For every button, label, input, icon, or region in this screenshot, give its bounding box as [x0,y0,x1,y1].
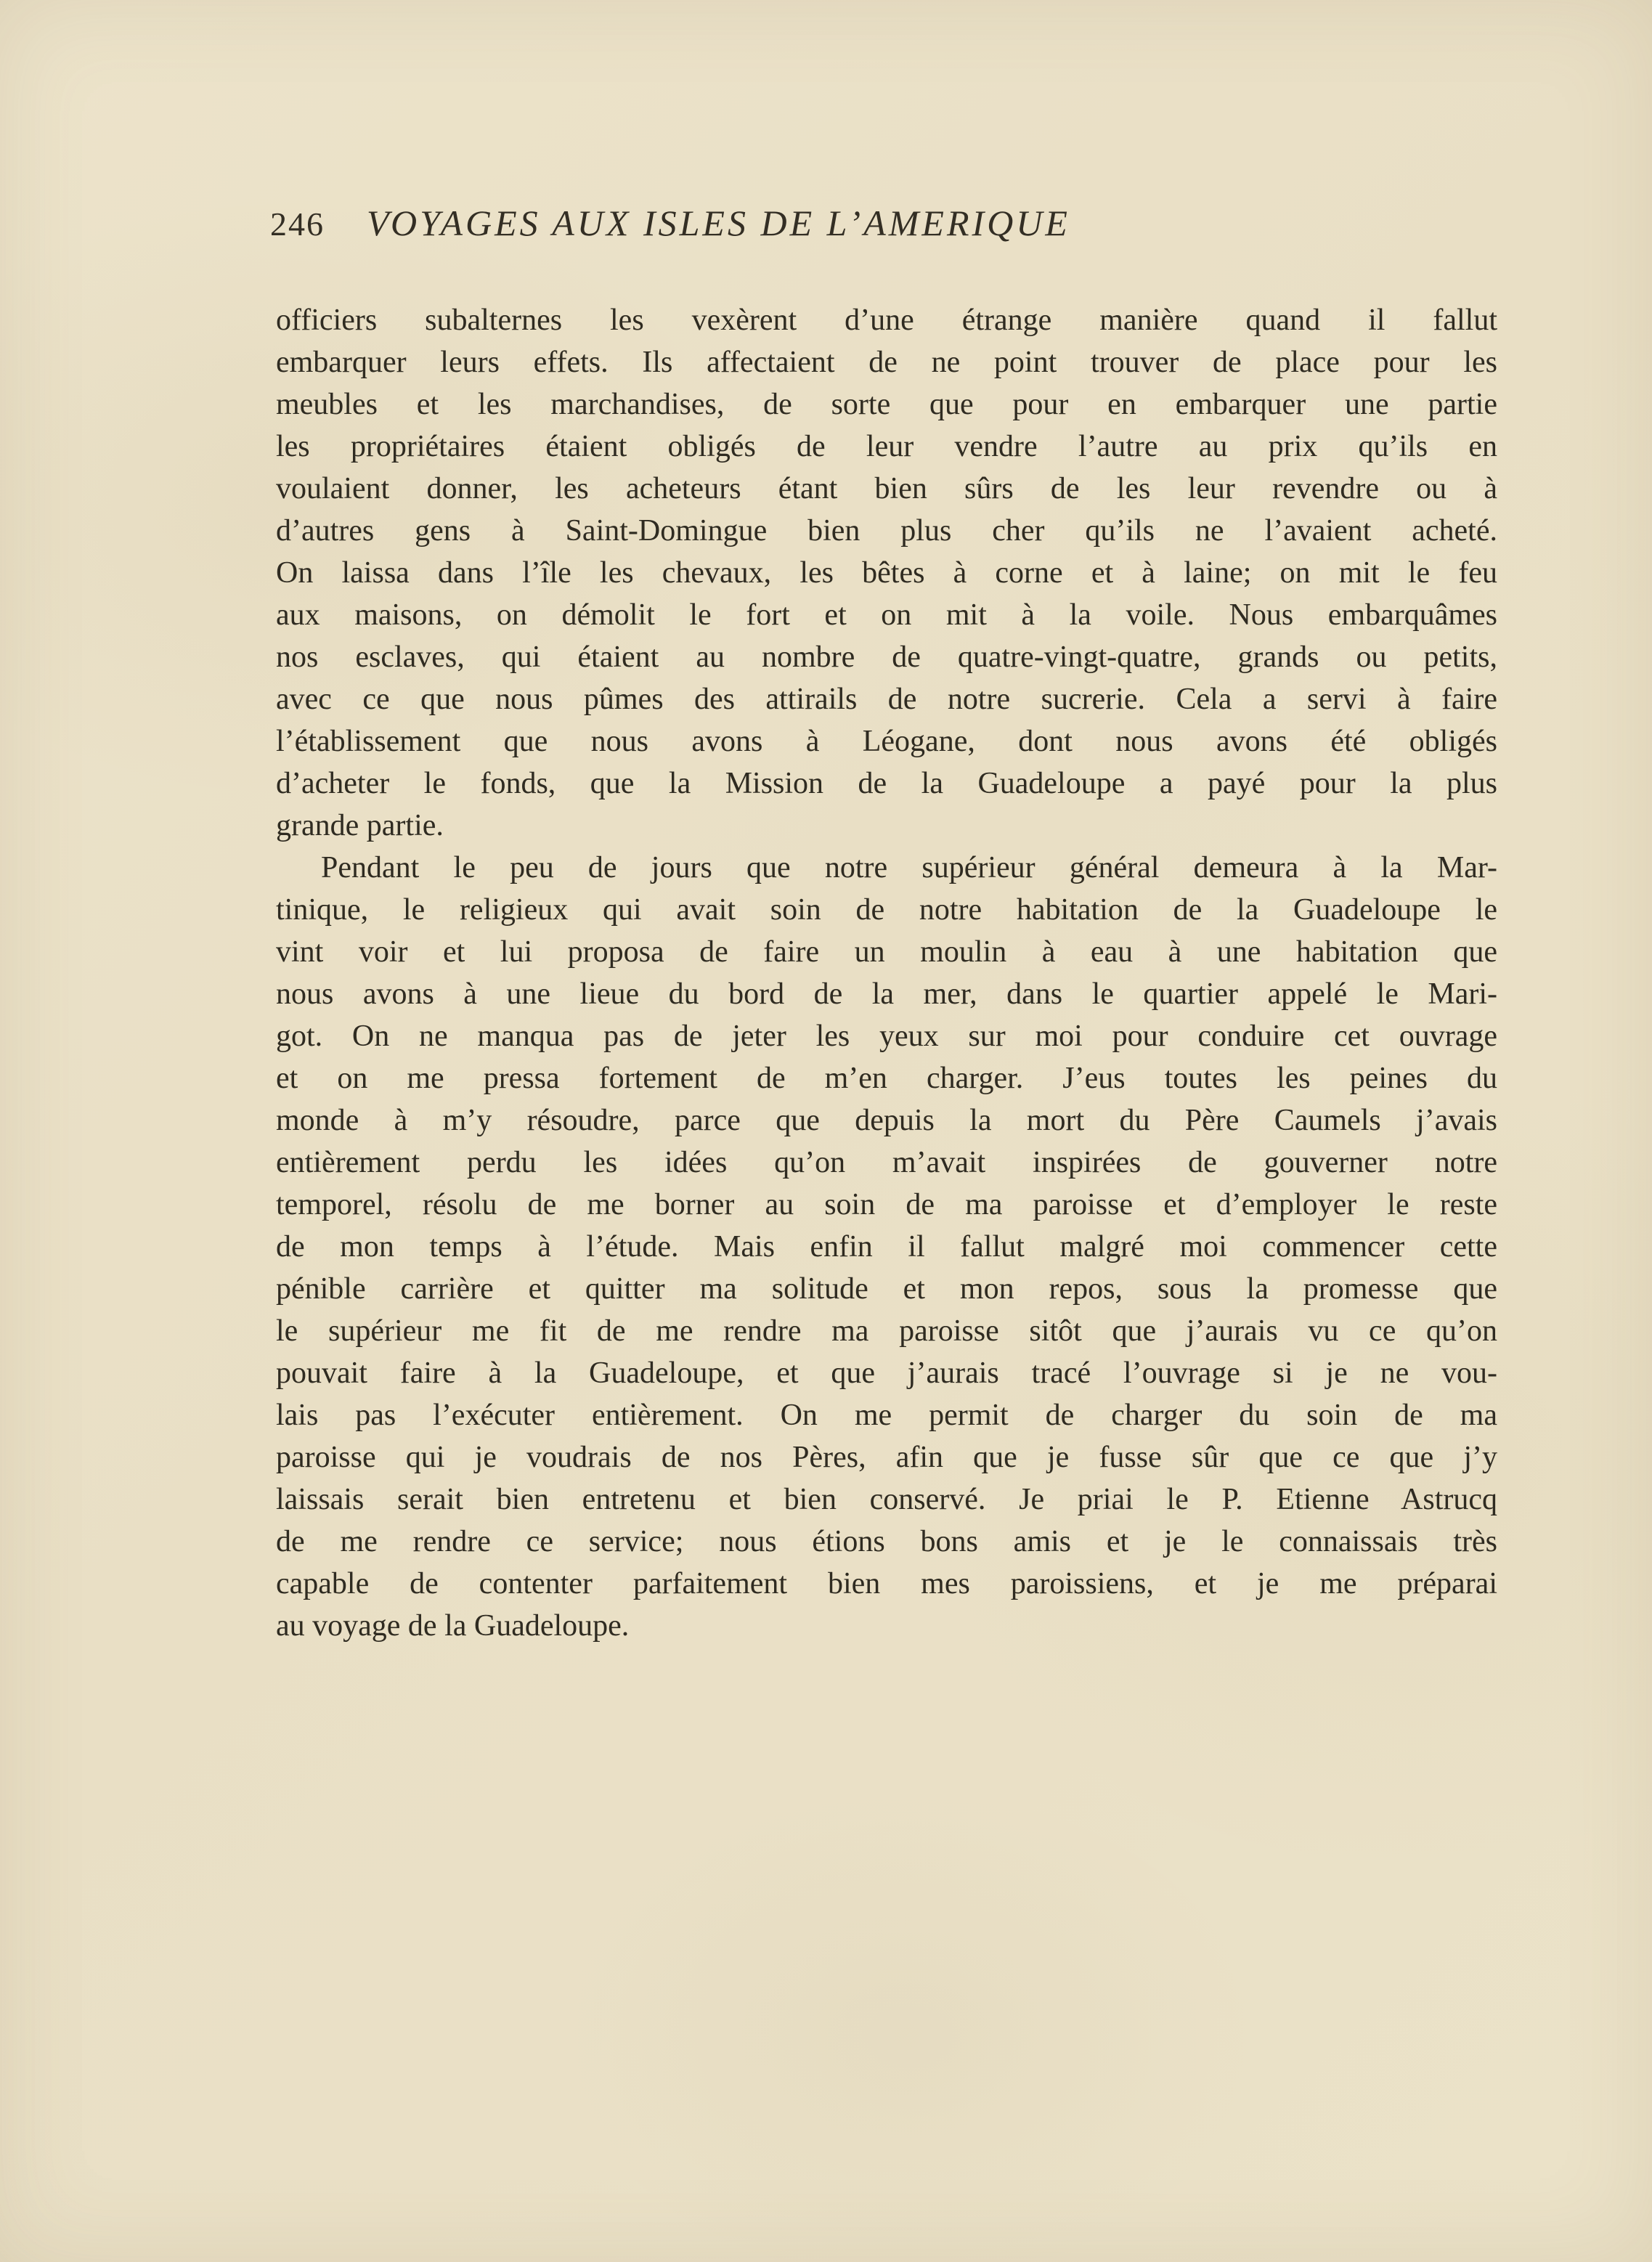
text-line: officiers subalternes les vexèrent d’une étrange manière quand il fallut [276,304,1497,337]
running-header [270,202,1499,244]
text-line: Pendant le peu de jours que notre supérieur général demeura à la Mar- [321,851,1497,884]
text-line: capable de contenter parfaitement bien mes paroissiens, et je me préparai [276,1567,1497,1600]
text-line: entièrement perdu les idées qu’on m’avait inspirées de gouverner notre [276,1146,1497,1179]
text-line: l’établissement que nous avons à Léogane, dont nous avons été obligés [276,725,1497,758]
text-line: de me rendre ce service; nous étions bons amis et je le connaissais très [276,1525,1497,1558]
text-line: d’acheter le fonds, que la Mission de la Guadeloupe a payé pour la plus [276,767,1497,800]
running-header-title: VOYAGES AUX ISLES DE L’AMERIQUE [367,203,1070,243]
paragraph [276,847,1497,1647]
text-line: pouvait faire à la Guadeloupe, et que j’aurais tracé l’ouvrage si je ne vou- [276,1356,1497,1390]
text-line: les propriétaires étaient obligés de leur vendre l’autre au prix qu’ils en [276,430,1497,463]
text-line: pénible carrière et quitter ma solitude et mon repos, sous la promesse que [276,1272,1497,1306]
text-line: vint voir et lui proposa de faire un moulin à eau à une habitation que [276,935,1497,969]
text-line: got. On ne manqua pas de jeter les yeux sur moi pour conduire cet ouvrage [276,1020,1497,1053]
text-line: laissais serait bien entretenu et bien conservé. Je priai le P. Etienne Astrucq [276,1483,1497,1516]
text-line: On laissa dans l’île les chevaux, les bêtes à corne et à laine; on mit le feu [276,556,1497,590]
text-line: meubles et les marchandises, de sorte que pour en embarquer une partie [276,388,1497,421]
text-block [276,299,1497,1647]
text-line: voulaient donner, les acheteurs étant bien sûrs de les leur revendre ou à [276,472,1497,505]
text-line: nous avons à une lieue du bord de la mer, dans le quartier appelé le Mari- [276,977,1497,1011]
text-line: d’autres gens à Saint-Domingue bien plus cher qu’ils ne l’avaient acheté. [276,514,1497,548]
text-line: avec ce que nous pûmes des attirails de notre sucrerie. Cela a servi à faire [276,683,1497,716]
text-line: grande partie. [276,809,444,842]
text-line: tinique, le religieux qui avait soin de notre habitation de la Guadeloupe le [276,893,1497,927]
text-line: temporel, résolu de me borner au soin de ma paroisse et d’employer le reste [276,1188,1497,1221]
paragraph [276,299,1497,847]
text-line: de mon temps à l’étude. Mais enfin il fallut malgré moi commencer cette [276,1230,1497,1264]
text-line: le supérieur me fit de me rendre ma paroisse sitôt que j’aurais vu ce qu’on [276,1314,1497,1348]
text-line: paroisse qui je voudrais de nos Pères, afin que je fusse sûr que ce que j’y [276,1441,1497,1474]
page-number: 246 [270,206,325,243]
text-line: lais pas l’exécuter entièrement. On me permit de charger du soin de ma [276,1399,1497,1432]
text-line: au voyage de la Guadeloupe. [276,1609,630,1643]
text-line: nos esclaves, qui étaient au nombre de quatre-vingt-quatre, grands ou petits, [276,640,1497,674]
text-line: embarquer leurs effets. Ils affectaient de ne point trouver de place pour les [276,346,1497,379]
text-line: monde à m’y résoudre, parce que depuis la mort du Père Caumels j’avais [276,1104,1497,1137]
text-line: aux maisons, on démolit le fort et on mit à la voile. Nous embarquâmes [276,598,1497,632]
text-line: et on me pressa fortement de m’en charger. J’eus toutes les peines du [276,1062,1497,1095]
